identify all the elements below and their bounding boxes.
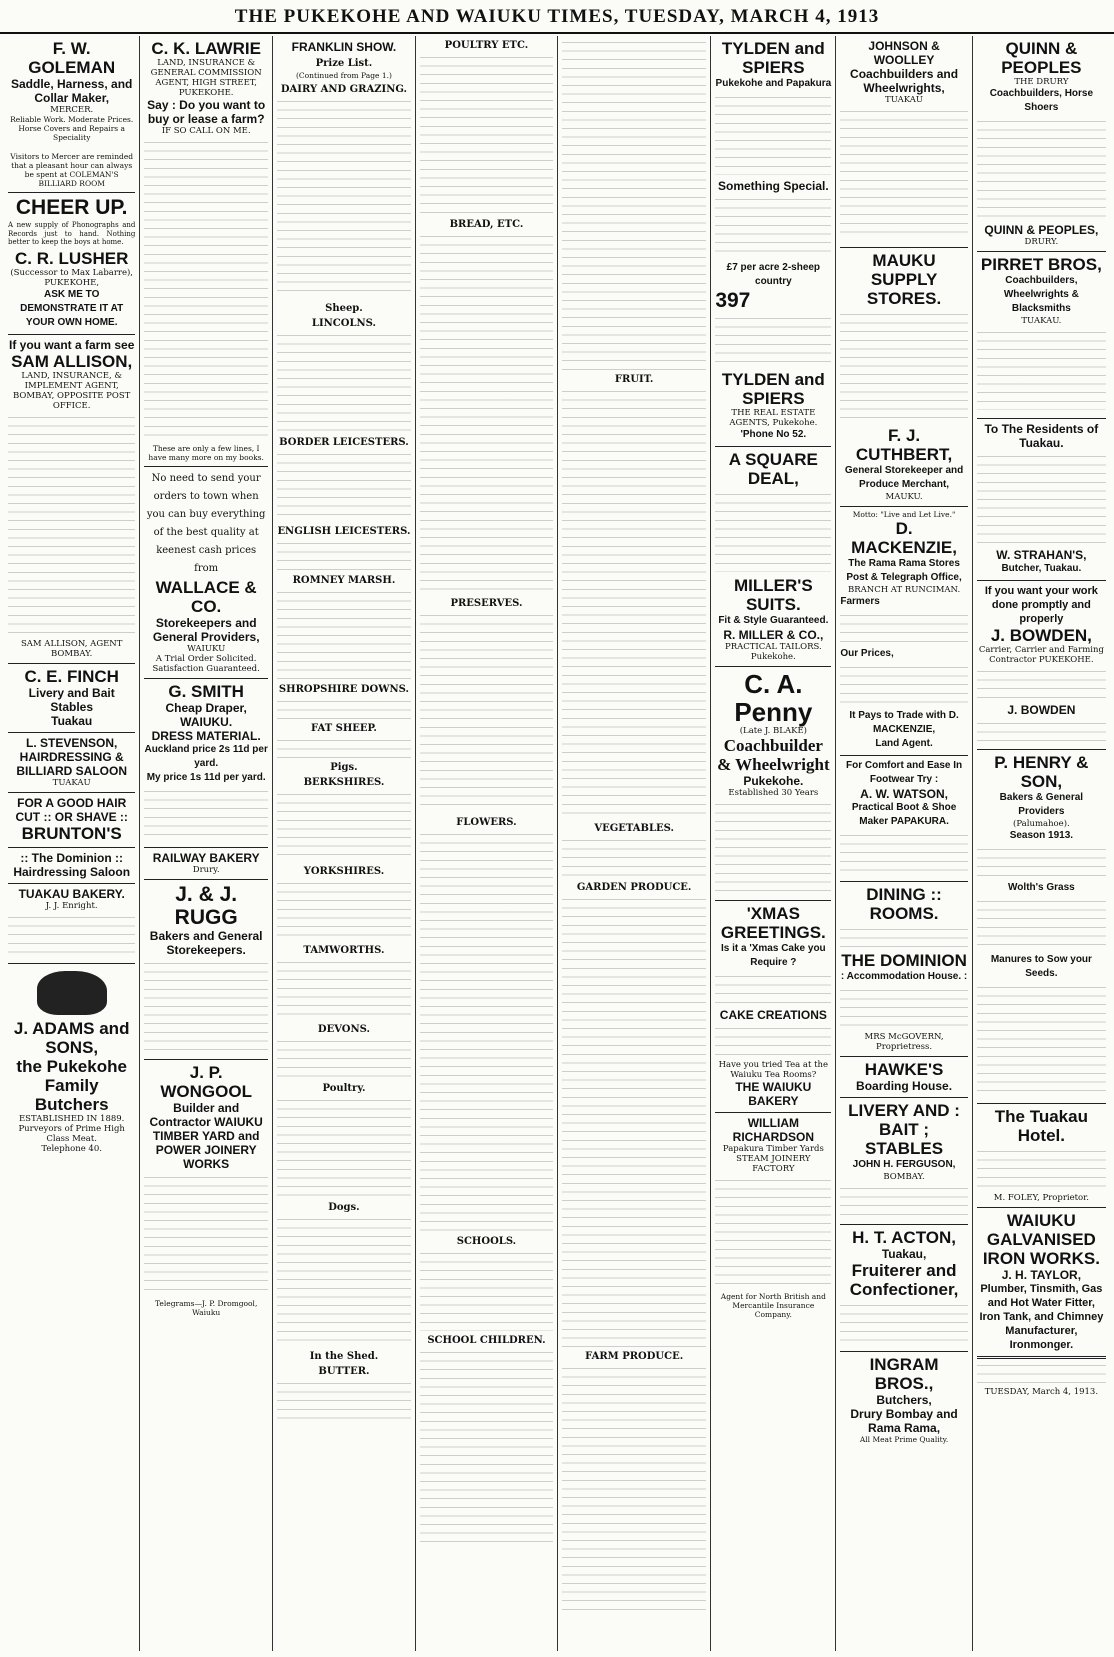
ad-text: ESTABLISHED IN 1889. xyxy=(18,1113,125,1124)
section-heading: Dogs. xyxy=(328,1202,360,1213)
ad-place: Pukekohe. xyxy=(743,774,804,788)
ad-place: MAUKU. xyxy=(885,492,923,502)
text-block xyxy=(420,1251,553,1331)
ad-heading: :: The Dominion :: Hairdressing Saloon xyxy=(13,850,131,879)
ad-text: Established 30 Years xyxy=(728,788,819,798)
ad-subheading: General Storekeeper and Produce Merchant, xyxy=(844,465,964,490)
ad-heading: C. R. LUSHER xyxy=(15,248,129,268)
text-block xyxy=(977,847,1106,877)
strahan-ad xyxy=(977,419,1106,581)
section-heading: FARM PRODUCE. xyxy=(585,1351,684,1362)
ad-heading: LIVERY AND : BAIT ; STABLES xyxy=(848,1101,960,1158)
ad-text: All Meat Prime Quality. xyxy=(859,1435,949,1444)
johnson-ad xyxy=(840,36,967,248)
ad-place: Drury Bombay and Rama Rama, xyxy=(850,1407,958,1435)
section-heading: PRESERVES. xyxy=(450,598,523,609)
ad-text: BRANCH AT RUNCIMAN. xyxy=(847,585,961,595)
ad-heading: CAKE CREATIONS xyxy=(719,1008,827,1022)
wongool-ad xyxy=(144,1060,268,1321)
ad-text: It Pays to Trade with D. MACKENZIE, xyxy=(849,710,959,735)
ad-heading: THE DOMINION xyxy=(841,951,967,970)
divider xyxy=(977,1356,1106,1359)
text-block xyxy=(277,738,411,758)
ad-heading: TUAKAU BAKERY. xyxy=(18,886,125,901)
text-block xyxy=(144,789,268,839)
text-block xyxy=(277,1217,411,1347)
ad-heading: To The Residents of Tuakau. xyxy=(984,422,1099,450)
column-3 xyxy=(273,36,416,1651)
text-block xyxy=(715,197,831,257)
bull-illustration xyxy=(37,971,107,1015)
ad-heading: TYLDEN and SPIERS xyxy=(721,370,825,408)
text-block xyxy=(420,1350,553,1550)
ad-place: Tuakau, xyxy=(881,1247,927,1261)
column-7 xyxy=(836,36,972,1651)
ad-text: £7 per acre 2-sheep country xyxy=(726,262,821,287)
tylden-ad xyxy=(715,36,831,447)
ad-text: DRESS MATERIAL. xyxy=(151,729,261,743)
section-heading: BUTTER. xyxy=(318,1366,370,1377)
ad-text: Reliable Work. Moderate Prices. xyxy=(10,115,134,124)
ad-heading: R. MILLER & CO., xyxy=(723,628,824,642)
penny-ad xyxy=(715,667,831,901)
section-heading: FRUIT. xyxy=(614,374,654,385)
ad-heading: C. E. FINCH xyxy=(24,666,119,686)
ad-text: If you want a farm see xyxy=(9,337,135,352)
ad-subheading: Coachbuilders and Wheelwrights, xyxy=(850,67,959,95)
section-heading: TAMWORTHS. xyxy=(303,945,385,956)
ad-subheading: Bakers and General Storekeepers. xyxy=(149,929,263,957)
ad-heading: QUINN & PEOPLES xyxy=(1001,39,1082,77)
section-heading: In the Shed. xyxy=(309,1351,379,1362)
text-block xyxy=(715,1026,831,1056)
text-block xyxy=(977,721,1106,741)
section-heading: SCHOOLS. xyxy=(456,1236,517,1247)
ad-text: Wolth's Grass xyxy=(1008,882,1075,893)
ad-subheading: Saddle, Harness, and Collar Maker, xyxy=(10,77,133,105)
ad-heading: The Tuakau Hotel. xyxy=(994,1107,1088,1145)
column-4 xyxy=(416,36,558,1651)
text-block xyxy=(277,99,411,299)
text-block xyxy=(840,613,967,643)
ad-text: Agent for North British and Mercantile Insurance Company. xyxy=(720,1292,826,1319)
ad-question: Say : Do you want to buy or lease a farm? xyxy=(147,98,266,126)
finch-ad xyxy=(8,664,135,733)
ad-heading: A. W. WATSON, xyxy=(860,787,948,801)
ad-subheading: PRACTICAL TAILORS. Pukekohe. xyxy=(724,642,822,662)
column-5 xyxy=(558,36,711,1651)
ad-subheading: LAND, INSURANCE, & IMPLEMENT AGENT, BOMBAY, OPPOSITE POST OFFICE. xyxy=(13,370,131,411)
goleman-ad xyxy=(8,36,135,193)
section-heading: Poultry. xyxy=(322,1083,366,1094)
text-block xyxy=(715,802,831,892)
ad-heading: MILLER'S SUITS. xyxy=(734,576,813,614)
ad-subheading: STEAM JOINERY FACTORY xyxy=(736,1154,811,1174)
text-block xyxy=(715,316,831,366)
ad-heading: F. W. GOLEMAN xyxy=(28,39,116,77)
ad-number: 397 xyxy=(715,289,751,312)
ad-heading: CHEER UP. xyxy=(15,196,128,219)
ad-subheading: Builder and Contractor WAIUKU TIMBER YARD and POWER JOINERY WORKS xyxy=(149,1101,263,1171)
ad-subheading: Cheap Draper, WAIUKU. xyxy=(165,701,247,729)
ad-place: WAIUKU xyxy=(187,644,226,654)
ad-trade: Fruiterer and Confectioner, xyxy=(849,1261,959,1299)
pirret-ad xyxy=(977,252,1106,419)
xmas-ad xyxy=(715,901,831,1113)
ad-heading: C. A. Penny xyxy=(734,669,813,727)
ad-place: Drury. xyxy=(192,865,220,875)
ad-heading: QUINN & PEOPLES, xyxy=(984,223,1099,237)
ad-subheading: Fit & Style Guaranteed. xyxy=(718,615,829,626)
ad-heading: HAWKE'S xyxy=(864,1060,944,1079)
text-block xyxy=(977,985,1106,1095)
section-heading: DAIRY AND GRAZING. xyxy=(280,84,408,95)
text-block xyxy=(277,1098,411,1198)
ad-heading: PIRRET BROS, xyxy=(980,255,1102,274)
text-block xyxy=(277,333,411,433)
ad-heading: JOHNSON & WOOLLEY xyxy=(868,39,940,67)
text-block xyxy=(277,1039,411,1079)
ad-text: If you want your work done promptly and properly xyxy=(984,585,1098,625)
article-subtitle: Prize List. xyxy=(315,58,373,69)
section-heading: YORKSHIRES. xyxy=(303,866,385,877)
ad-heading: P. HENRY & SON, xyxy=(994,753,1089,791)
ad-heading: WALLACE & CO. xyxy=(155,578,257,616)
columns xyxy=(4,36,1110,1651)
section-heading: FAT SHEEP. xyxy=(310,723,377,734)
ad-subheading: the Pukekohe Family Butchers xyxy=(16,1056,127,1114)
ad-text: Auckland price 2s 11d per yard. xyxy=(144,744,268,769)
text-block xyxy=(562,897,706,1347)
text-block xyxy=(8,415,135,635)
ad-heading: WAIUKU GALVANISED IRON WORKS. xyxy=(982,1211,1100,1268)
ad-subheading: Pukekohe and Papakura xyxy=(715,78,832,89)
text-block xyxy=(840,833,967,873)
text-block xyxy=(277,960,411,1020)
watson-ad xyxy=(840,756,967,882)
ad-text: For Comfort and Ease In Footwear Try : xyxy=(846,760,963,785)
ad-heading: J. BOWDEN xyxy=(1007,703,1076,717)
section-heading: Sheep. xyxy=(325,303,363,314)
dominion-saloon-ad xyxy=(8,848,135,884)
ad-text: Have you tried Tea at the Waiuku Tea Rooms? xyxy=(718,1060,829,1080)
ad-heading: THE WAIUKU BAKERY xyxy=(735,1080,812,1108)
lawrie-ad xyxy=(144,36,268,467)
ad-subheading: J. J. Enright. xyxy=(45,900,98,911)
ad-heading: J. BOWDEN, xyxy=(990,626,1092,645)
ad-heading: G. SMITH xyxy=(168,682,244,701)
ad-heading: J. P. WONGOOL xyxy=(160,1063,252,1101)
ad-place: Tuakau xyxy=(51,713,93,728)
ad-text: IF SO CALL ON ME. xyxy=(161,126,251,136)
ad-heading: J. H. TAYLOR, xyxy=(1001,1268,1082,1282)
ad-text: These are only a few lines, I have many more on my books. xyxy=(148,444,264,462)
richardson-ad xyxy=(715,1113,831,1323)
adams-ad xyxy=(8,964,135,1158)
ad-place: THE DRURY xyxy=(1014,77,1069,87)
ad-heading: SAM ALLISON, xyxy=(11,351,133,371)
text-block xyxy=(277,541,411,571)
text-block xyxy=(977,669,1106,699)
ad-text: M. FOLEY, Proprietor. xyxy=(993,1193,1089,1203)
taylor-ad xyxy=(977,1208,1106,1401)
rugg-ad xyxy=(144,880,268,1060)
text-block xyxy=(840,665,967,705)
text-block xyxy=(144,1175,268,1295)
section-heading: DEVONS. xyxy=(317,1024,370,1035)
section-heading: SHROPSHIRE DOWNS. xyxy=(278,684,409,695)
masthead: THE PUKEKOHE AND WAIUKU TIMES, TUESDAY, MARCH 4, 1913 xyxy=(0,6,1114,34)
ad-heading: MAUKU SUPPLY STORES. xyxy=(866,251,942,308)
henry-ad xyxy=(977,750,1106,1104)
text-block xyxy=(715,974,831,1004)
ad-subheading: : Accommodation House. : xyxy=(840,971,968,982)
acton-ad xyxy=(840,1225,967,1352)
column-6 xyxy=(711,36,836,1651)
ad-text: Telephone 40. xyxy=(41,1143,102,1154)
text-block xyxy=(277,792,411,862)
section-heading: ENGLISH LEICESTERS. xyxy=(277,526,411,537)
ad-subheading: Butchers, xyxy=(876,1393,932,1407)
section-heading: VEGETABLES. xyxy=(594,823,674,834)
ad-signature: SAM ALLISON, AGENT BOMBAY. xyxy=(20,638,123,659)
ad-heading: D. MACKENZIE, xyxy=(851,519,957,557)
ad-subheading: THE REAL ESTATE AGENTS, Pukekohe. xyxy=(729,408,818,428)
mackenzie-ad xyxy=(840,507,967,756)
ad-trade: Coachbuilder & Wheelwright xyxy=(717,736,830,774)
text-block xyxy=(840,109,967,239)
ad-text: Motto: "Live and Let Live." xyxy=(852,510,956,519)
section-heading: GARDEN PRODUCE. xyxy=(576,882,692,893)
ad-heading: F. J. CUTHBERT, xyxy=(855,426,953,464)
ad-heading: J. ADAMS and SONS, xyxy=(13,1018,130,1057)
ad-heading: RAILWAY BAKERY xyxy=(152,851,260,865)
ad-heading: Farmers xyxy=(840,596,880,607)
ad-place: (Palumahoe). xyxy=(1013,819,1070,829)
ingram-ad xyxy=(840,1352,967,1448)
ad-subheading: Coachbuilders, Horse Shoers xyxy=(989,88,1094,113)
section-heading: Pigs. xyxy=(330,762,358,773)
text-block xyxy=(277,1381,411,1421)
text-block xyxy=(977,899,1106,949)
ad-heading: Our Prices, xyxy=(840,648,894,659)
smith-ad xyxy=(144,679,268,848)
ad-place: TUAKAU xyxy=(52,777,91,788)
text-block xyxy=(715,492,831,572)
ad-subheading: Butcher, Tuakau. xyxy=(1001,563,1082,574)
ad-heading: Something Special. xyxy=(718,179,829,193)
text-block xyxy=(977,119,1106,219)
wallace-ad xyxy=(144,467,268,679)
quinn-ad xyxy=(977,36,1106,252)
ad-subheading: Bakers & General Providers xyxy=(999,792,1084,817)
section-heading: POULTRY ETC. xyxy=(444,40,529,51)
text-block xyxy=(420,613,553,813)
hotel-ad xyxy=(977,1104,1106,1208)
ad-subheading: (Late J. BLAKE) xyxy=(739,726,807,736)
text-block xyxy=(977,330,1106,410)
mauku-ad xyxy=(840,248,967,507)
section-heading: FLOWERS. xyxy=(456,817,517,828)
text-block xyxy=(8,915,135,955)
text-block xyxy=(840,1303,967,1343)
ad-text: Horse Covers and Repairs a Speciality xyxy=(18,124,125,142)
ad-place: DRURY. xyxy=(1024,237,1059,247)
text-block xyxy=(420,832,553,1232)
ad-text: A new supply of Phonographs and Records just to hand. Nothing better to keep the boys at home. xyxy=(8,221,136,247)
ad-subheading: The Rama Rama Stores Post & Telegraph Office, xyxy=(846,558,962,583)
text-block xyxy=(562,389,706,819)
ad-heading: W. STRAHAN'S, xyxy=(996,548,1087,562)
text-block xyxy=(562,1366,706,1616)
ad-subheading: Practical Boot & Shoe Maker PAPAKURA. xyxy=(851,802,957,827)
railway-ad xyxy=(144,848,268,880)
ad-subheading: Storekeepers and General Providers, xyxy=(152,616,260,644)
ad-text: ASK ME TO DEMONSTRATE IT AT YOUR OWN HOME. xyxy=(20,288,124,328)
text-block xyxy=(977,1149,1106,1189)
ad-subheading: Livery and Bait Stables xyxy=(28,685,115,714)
ad-heading: H. T. ACTON, xyxy=(852,1228,957,1247)
ferguson-ad xyxy=(840,1098,967,1225)
ad-text: No need to send your orders to town when you can buy everything of the best quality at keenest cash prices from xyxy=(146,473,266,574)
ad-subheading: Coachbuilders, Wheelwrights & Blacksmiths xyxy=(1003,275,1079,314)
ad-heading: L. STEVENSON, HAIRDRESSING & BILLIARD SALOON xyxy=(16,735,128,778)
section-heading: BORDER LEICESTERS. xyxy=(279,437,409,448)
section-heading: SCHOOL CHILDREN. xyxy=(427,1335,546,1346)
dominion-ad xyxy=(840,882,967,1057)
imprint-date: TUESDAY, March 4, 1913. xyxy=(984,1387,1099,1397)
ad-subheading: JOHN H. FERGUSON, xyxy=(852,1159,956,1170)
ad-text: A Trial Order Solicited. Satisfaction Guaranteed. xyxy=(152,654,260,674)
text-block xyxy=(144,961,268,1051)
stevenson-ad xyxy=(8,733,135,793)
text-block xyxy=(420,55,553,215)
ad-subheading: Plumber, Tinsmith, Gas and Hot Water Fitter, Iron Tank, and Chimney Manufacturer, Ironmonger. xyxy=(979,1283,1104,1351)
hawke-ad xyxy=(840,1057,967,1098)
ad-text: Land Agent. xyxy=(875,738,933,749)
text-block xyxy=(562,838,706,878)
lusher-ad xyxy=(8,193,135,335)
ad-heading: WILLIAM RICHARDSON xyxy=(732,1116,815,1144)
ad-text: Telegrams—J. P. Dromgool, Waiuku xyxy=(155,1299,258,1317)
section-heading: LINCOLNS. xyxy=(311,318,376,329)
column-1 xyxy=(4,36,140,1651)
ad-text: Season 1913. xyxy=(1009,830,1074,841)
text-block xyxy=(715,1178,831,1288)
text-block xyxy=(277,699,411,719)
text-block xyxy=(277,590,411,680)
ad-heading: A SQUARE DEAL, xyxy=(728,450,818,488)
ad-place: TUAKAU. xyxy=(1021,316,1062,326)
article-note: (Continued from Page 1.) xyxy=(295,71,392,80)
ad-heading: TYLDEN and SPIERS xyxy=(721,39,825,77)
text-block xyxy=(840,927,967,947)
text-block xyxy=(420,234,553,594)
ad-heading: INGRAM BROS., xyxy=(869,1355,939,1393)
article-title: FRANKLIN SHOW. xyxy=(291,40,397,54)
ad-subheading: Papakura Timber Yards xyxy=(722,1144,824,1154)
section-heading: BERKSHIRES. xyxy=(303,777,385,788)
text-block xyxy=(977,1363,1106,1383)
miller-ad xyxy=(715,447,831,667)
text-block xyxy=(840,1186,967,1216)
ad-heading: DINING :: ROOMS. xyxy=(866,885,942,923)
text-block xyxy=(977,454,1106,544)
allison-ad xyxy=(8,335,135,664)
ad-subheading: LAND, INSURANCE & GENERAL COMMISSION AGENT, HIGH STREET, PUKEKOHE. xyxy=(150,58,262,98)
text-block xyxy=(277,452,411,522)
ad-heading: BRUNTON'S xyxy=(21,823,122,843)
text-block xyxy=(144,140,268,440)
brunton-ad xyxy=(8,793,135,848)
ad-text: My price 1s 11d per yard. xyxy=(146,772,266,783)
text-block xyxy=(840,312,967,422)
ad-place: TUAKAU xyxy=(885,95,924,105)
ad-subheading: Boarding House. xyxy=(856,1079,953,1093)
ad-place: MERCER. xyxy=(50,105,94,115)
ad-text: Visitors to Mercer are reminded that a pleasant hour can always be spent at COLEMAN'S BILLIARD ROOM xyxy=(10,152,134,188)
ad-subheading: (Successor to Max Labarre), PUKEKOHE, xyxy=(10,267,134,288)
ad-subheading: Carrier, Carrier and Farming Contractor PUKEKOHE. xyxy=(978,645,1104,665)
column-2 xyxy=(140,36,273,1651)
section-heading: BREAD, ETC. xyxy=(449,219,524,230)
ad-text: MRS McGOVERN, Proprietress. xyxy=(864,1032,944,1052)
bowden-ad xyxy=(977,581,1106,750)
ad-text: FOR A GOOD HAIR CUT :: OR SHAVE :: xyxy=(15,795,128,824)
text-block xyxy=(840,988,967,1028)
bakery-ad xyxy=(8,884,135,964)
ad-text: 'Phone No 52. xyxy=(740,429,807,440)
ad-text: Purveyors of Prime High Class Meat. xyxy=(18,1123,125,1144)
section-heading: ROMNEY MARSH. xyxy=(292,575,396,586)
ad-text: Manures to Sow your Seeds. xyxy=(990,954,1092,979)
ad-heading: J. & J. RUGG xyxy=(174,883,238,929)
column-8 xyxy=(973,36,1110,1651)
ad-place: BOMBAY. xyxy=(883,1172,925,1182)
text-block xyxy=(277,881,411,941)
ad-heading: 'XMAS GREETINGS. xyxy=(720,904,826,942)
text-block xyxy=(715,95,831,175)
ad-text: Is it a 'Xmas Cake you Require ? xyxy=(721,943,826,968)
text-block xyxy=(562,40,706,370)
ad-heading: C. K. LAWRIE xyxy=(151,39,261,58)
